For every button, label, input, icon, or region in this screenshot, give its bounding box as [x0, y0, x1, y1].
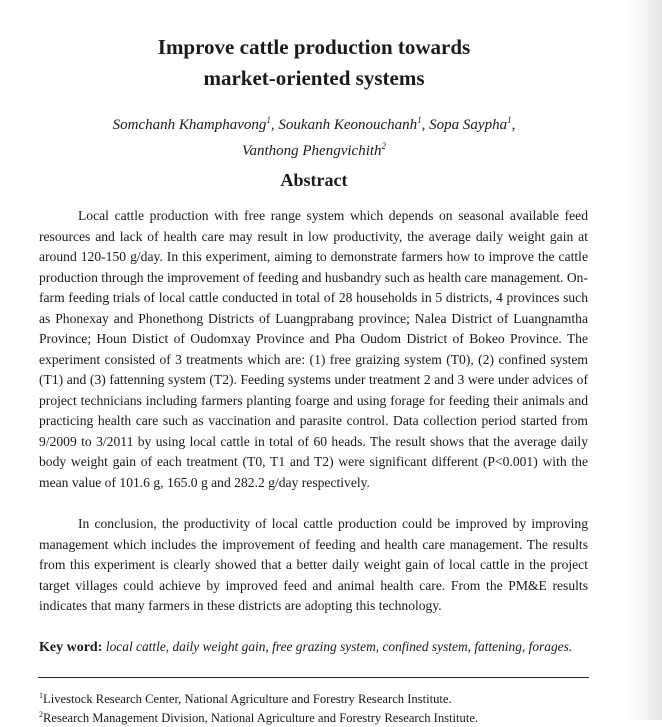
affiliation-mark: 1 — [417, 115, 422, 125]
abstract-paragraph-2-text: In conclusion, the productivity of local cattle production could be improved by improving management which includes the improvement of feeding and health care management. The results from this experiment is clearly showed that a better daily weight gain of local cattle in the project target villages could achieve by improved feed and animal health care. From the PM&E results indicates that many farmers in these districts are adopting this technology. — [39, 516, 588, 613]
author-name: Vanthong Phengvichith — [241, 143, 382, 159]
affiliation-mark: 1 — [507, 115, 512, 125]
author-line-2 — [0, 136, 628, 162]
keywords-text: local cattle, daily weight gain, free grazing system, confined system, fattening, forages. — [105, 639, 573, 654]
author-name: Sopa Saypha — [429, 117, 508, 133]
page-edge-shadow — [628, 0, 662, 720]
abstract-paragraph — [39, 206, 588, 493]
footnote-divider — [38, 677, 589, 678]
author-list — [0, 110, 628, 162]
title-line-1: Improve cattle production towards — [157, 35, 471, 59]
footnote-mark: 1 — [39, 691, 43, 700]
affiliation-mark: 2 — [381, 141, 387, 151]
footnote-1 — [39, 687, 599, 708]
footnote-text: Livestock Research Center, National Agriculture and Forestry Research Institute. — [43, 692, 452, 707]
keywords-line — [39, 637, 599, 658]
abstract-paragraph-1-text: Local cattle production with free range system which depends on seasonal available feed resources and lack of health care may result in low productivity, the average daily weight gain at around 120-150 g/day. In this experiment, aiming to demonstrate farmers how to improve the cattle production through the improvement of feeding and husbandry such as health care management. On-farm feeding trials of local cattle conducted in total of 28 households in 5 districts, 4 provinces such as Phonexay and Phonethong Districts of Luangprabang province; Nalea District of Luangnamtha Province; Houn Distict of Oudomxay Province and Pha Oudom District of Bokeo Province. The experiment consisted of 3 treatments which are: (1) free graizing system (T0), (2) confined system (T1) and (3) fattenning system (T2). Feeding systems under treatment 2 and 3 were under advices of project technicians including farmers planting foarge and using forage for feeding their animals and practicing health care such as vaccination and parasite control. Data collection period started from 9/2009 to 3/2011 by using local cattle in total of 60 heads. The result shows that the average daily body weight gain of each treatment (T0, T1 and T2) were significant different (P<0.001) with the mean value of 101.6 g, 165.0 g and 282.2 g/day respectively. — [39, 208, 588, 490]
footnote-text: Research Management Division, National Agriculture and Forestry Research Institute. — [43, 711, 479, 726]
author-name: Soukanh Keonouchanh — [278, 117, 418, 133]
affiliation-mark: 1 — [266, 115, 271, 125]
footnote-2 — [39, 706, 599, 727]
paper-title — [0, 32, 628, 94]
footnote-mark: 2 — [39, 710, 43, 719]
author-line-1: Somchanh Khamphavong$^1$, Soukanh Keonouchanh$^1$, Sopa Saypha$^1$, — [112, 115, 516, 133]
title-line-2: market-oriented systems — [203, 66, 425, 90]
conclusion-paragraph — [39, 514, 588, 617]
author-name: Somchanh Khamphavong — [112, 117, 267, 133]
keywords-label: Key word: — [39, 640, 103, 655]
abstract-heading: Abstract — [280, 170, 348, 190]
